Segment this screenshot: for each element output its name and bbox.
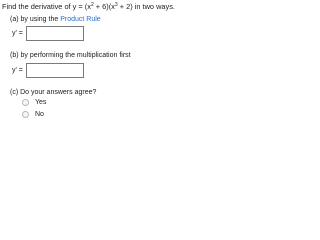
radio-button-yes[interactable] <box>22 99 29 106</box>
part-a-y-prime-label: y' = <box>12 30 23 37</box>
radio-label-no: No <box>35 111 44 118</box>
question-suffix: + 2) in two ways. <box>117 2 175 11</box>
radio-option-no[interactable] <box>22 111 44 118</box>
part-c-label: (c) Do your answers agree? <box>10 89 97 96</box>
question-text <box>2 2 175 11</box>
question-middle: + 6)(x <box>93 2 115 11</box>
part-a-label-text: (a) by using the <box>10 16 61 23</box>
radio-option-yes[interactable] <box>22 99 46 106</box>
exponent-3: 3 <box>114 2 118 8</box>
part-b-label: (b) by performing the multiplication first <box>10 52 131 59</box>
part-b-answer-row <box>12 63 84 78</box>
radio-button-no[interactable] <box>22 111 29 118</box>
problem-page <box>0 0 200 121</box>
question-prefix: Find the derivative of y = (x <box>2 2 91 11</box>
part-a-answer-row <box>12 26 84 41</box>
part-a-label <box>10 16 101 23</box>
product-rule-link[interactable]: Product Rule <box>60 16 101 23</box>
radio-label-yes: Yes <box>35 99 47 106</box>
part-b-answer-input[interactable] <box>26 63 84 78</box>
part-b-y-prime-label: y' = <box>12 67 23 74</box>
part-a-answer-input[interactable] <box>26 26 84 41</box>
exponent-2: 2 <box>90 2 94 8</box>
